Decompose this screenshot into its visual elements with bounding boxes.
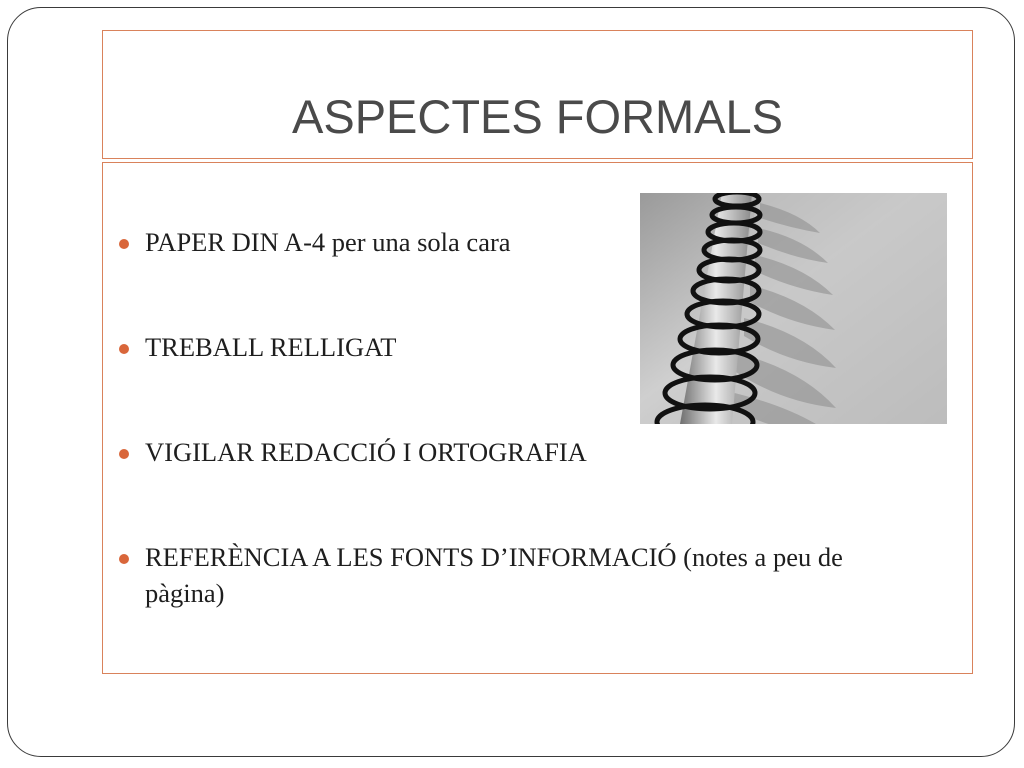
bullet-item	[119, 330, 639, 366]
bullet-item	[119, 540, 919, 612]
bullet-text: VIGILAR REDACCIÓ I ORTOGRAFIA	[145, 437, 587, 467]
bullet-icon	[119, 554, 129, 564]
bullet-item	[119, 225, 639, 261]
bullet-item	[119, 435, 819, 471]
bullet-text: TREBALL RELLIGAT	[145, 332, 397, 362]
title-placeholder	[102, 30, 973, 159]
bullet-text: PAPER DIN A-4 per una sola cara	[145, 227, 511, 257]
bullet-icon	[119, 344, 129, 354]
bullet-text: REFERÈNCIA A LES FONTS D’INFORMACIÓ (notes a peu de pàgina)	[145, 542, 843, 608]
spiral-binding-photo	[640, 193, 947, 424]
bullet-icon	[119, 239, 129, 249]
slide-title: ASPECTES FORMALS	[292, 90, 783, 143]
bullet-icon	[119, 449, 129, 459]
